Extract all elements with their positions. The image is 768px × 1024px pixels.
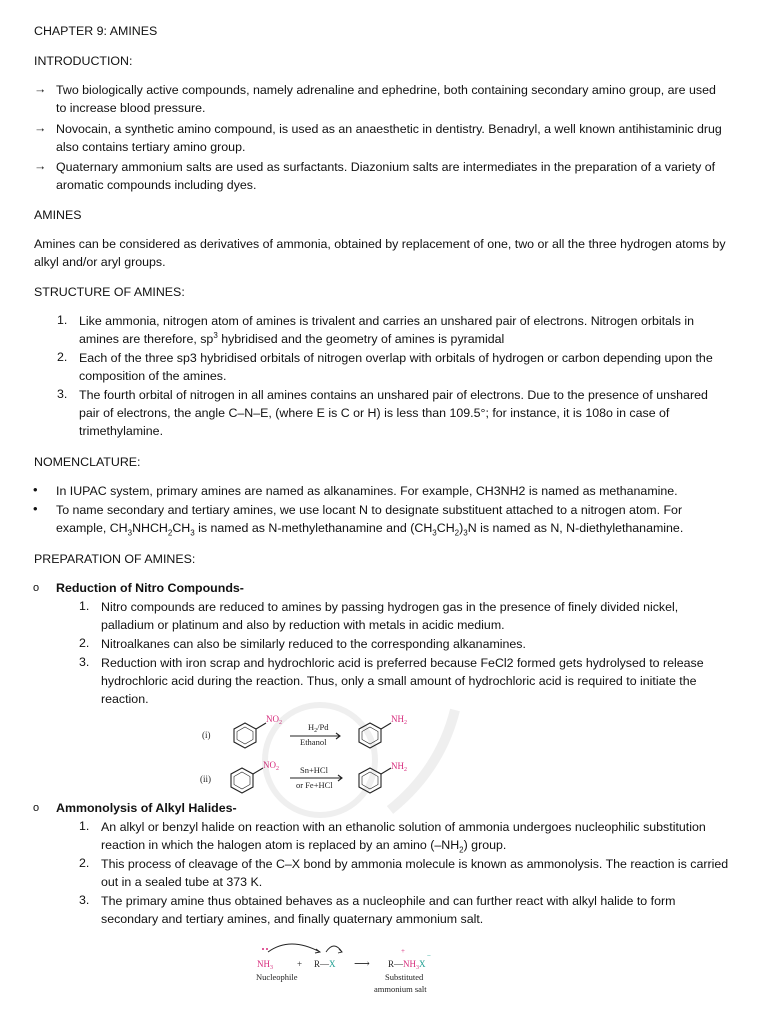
structure-item-3-line-3: trimethylamine.	[79, 424, 164, 438]
reduction-item-3-line-1: Reduction with iron scrap and hydrochloric acid is preferred because FeCl2 formed gets hydrolysed to release	[101, 656, 704, 670]
amino-group-label: $NH_2$	[391, 714, 407, 726]
reagent-ethanol: Ethanol	[300, 737, 327, 747]
reduction-item-3-line-2: hydrochloric acid during the reaction. Thus, only a small amount of hydrochloric acid is required to initiate the	[101, 674, 697, 688]
bullet-icon: •	[33, 501, 38, 516]
chapter-title: CHAPTER 9: AMINES	[34, 24, 158, 38]
structure-item-3-line-1: The fourth orbital of nitrogen in all amines contains an unshared pair of electrons. Due to the presence of unshared	[79, 388, 708, 402]
negative-charge: −	[427, 952, 431, 960]
circle-bullet-icon: o	[33, 582, 40, 594]
amines-heading: AMINES	[34, 208, 82, 222]
structure-item-1-line-1: Like ammonia, nitrogen atom of amines is trivalent and carries an unshared pair of electrons. Nitrogen orbitals in	[79, 314, 695, 328]
amines-line-1: Amines can be considered as derivatives of ammonia, obtained by replacement of one, two or all the three hydrogen atoms by	[34, 237, 726, 251]
list-number: 2.	[79, 856, 90, 870]
ammonolysis-item-1-line-1: An alkyl or benzyl halide on reaction with an ethanolic solution of ammonia undergoes nucleophilic substitution	[101, 820, 706, 834]
arrow-bullet-icon: →	[34, 121, 47, 135]
intro-item-2-line-1: Novocain, a synthetic amino compound, is used as an anaesthetic in dentistry. Benadryl, a well known antihistaminic drug	[56, 122, 722, 136]
curved-arrow-icon	[268, 944, 320, 952]
reduction-item-1-line-1: Nitro compounds are reduced to amines by passing hydrogen gas in the presence of finely divided nickel,	[101, 600, 679, 614]
product-caption-line-1: Substituted	[385, 972, 424, 982]
reduction-item-2-line-1: Nitroalkanes can also be similarly reduced to the corresponding alkanamines.	[101, 637, 526, 651]
nitro-group-label: $NO_2$	[263, 760, 279, 772]
reduction-item-3-line-3: reaction.	[101, 692, 149, 706]
list-number: 1.	[79, 599, 90, 613]
structure-item-2-line-1: Each of the three sp3 hybridised orbitals of nitrogen overlap with orbitals of hydrogen or carbon depending upon the	[79, 351, 713, 365]
structure-item-2-line-2: composition of the amines.	[79, 369, 227, 383]
structure-item-1-line-2: amines are therefore, $sp^3$ hybridised and the geometry of amines is pyramidal	[79, 330, 505, 346]
nitro-group-label: $NO_2$	[266, 714, 282, 726]
nucleophile-caption: Nucleophile	[256, 972, 298, 982]
reaction-arrow-icon: ⟶	[354, 958, 370, 970]
nomenclature-item-2-line-2: example, $CH_3NHCH_2CH_3$ is named as N-methylethanamine and $(CH_3CH_2)_3N$ is named as N, N-diethylethanamine.	[56, 521, 684, 538]
watermark-logo	[250, 690, 480, 830]
reduction-item-1-line-2: palladium or platinum and also by reduction with metals in acidic medium.	[101, 618, 505, 632]
ammonolysis-item-3-line-2: secondary and tertiary amines, and finally quaternary ammonium salt.	[101, 912, 484, 926]
ammonolysis-item-1-line-2: reaction in which the halogen atom is replaced by an amino $(-NH_2)$ group.	[101, 838, 507, 855]
list-number: 3.	[57, 387, 68, 401]
ammonolysis-title: Ammonolysis of Alkyl Halides-	[56, 801, 237, 815]
ammonolysis-scheme	[250, 938, 460, 998]
nomenclature-heading: NOMENCLATURE:	[34, 455, 141, 469]
list-number: 1.	[79, 819, 90, 833]
list-number: 1.	[57, 313, 68, 327]
list-number: 2.	[79, 636, 90, 650]
intro-item-1-line-2: to increase blood pressure.	[56, 101, 206, 115]
intro-heading: INTRODUCTION:	[34, 54, 133, 68]
plus-sign: +	[297, 959, 303, 969]
amines-line-2: alkyl and/or aryl groups.	[34, 255, 166, 269]
scheme-label-i: (i)	[202, 730, 211, 740]
ammonolysis-item-2-line-2: out in a sealed tube at 373 K.	[101, 875, 263, 889]
ammonia-label: $NH_3$	[257, 959, 273, 971]
amino-group-label: $NH_2$	[391, 761, 407, 773]
intro-item-3-line-2: aromatic compounds including dyes.	[56, 178, 257, 192]
ammonolysis-item-2-line-1: This process of cleavage of the C–X bond by ammonia molecule is known as ammonolysis. The reaction is carried	[101, 857, 729, 871]
scheme-label-ii: (ii)	[200, 774, 211, 784]
intro-item-1-line-1: Two biologically active compounds, namely adrenaline and ephedrine, both containing secondary amino group, are used	[56, 83, 716, 97]
intro-item-3-line-1: Quaternary ammonium salts are used as surfactants. Diazonium salts are intermediates in the preparation of a variety of	[56, 160, 716, 174]
ammonolysis-item-3-line-1: The primary amine thus obtained behaves as a nucleophile and can further react with alkyl halide to form	[101, 894, 676, 908]
list-number: 3.	[79, 655, 90, 669]
reagent-h2-pd: $H_2/Pd$	[308, 722, 329, 734]
list-number: 3.	[79, 893, 90, 907]
product-caption-line-2: ammonium salt	[374, 984, 427, 994]
bullet-icon: •	[33, 482, 38, 497]
list-number: 2.	[57, 350, 68, 364]
positive-charge: +	[401, 947, 405, 955]
reagent-fe-hcl: or Fe+HCl	[296, 780, 333, 790]
circle-bullet-icon: o	[33, 802, 40, 814]
alkyl-halide-label: R—X	[314, 959, 336, 969]
reagent-sn-hcl: Sn+HCl	[300, 765, 328, 775]
nomenclature-item-1: In IUPAC system, primary amines are named as alkanamines. For example, CH3NH2 is named as methanamine.	[56, 484, 678, 498]
structure-item-3-line-2: pair of electrons, the angle C–N–E, (where E is C or H) is less than 109.5°; for instance, it is 108o in case of	[79, 406, 670, 420]
intro-item-2-line-2: also contains tertiary amino group.	[56, 140, 246, 154]
structure-heading: STRUCTURE OF AMINES:	[34, 285, 185, 299]
preparation-heading: PREPARATION OF AMINES:	[34, 552, 196, 566]
ammonium-salt-label: $R—NH_3X$	[388, 959, 426, 971]
reduction-title: Reduction of Nitro Compounds-	[56, 581, 244, 595]
arrow-bullet-icon: →	[34, 82, 47, 96]
arrow-bullet-icon: →	[34, 159, 47, 173]
nomenclature-item-2-line-1: To name secondary and tertiary amines, we use locant N to designate substituent attached to a nitrogen atom. For	[56, 503, 683, 517]
